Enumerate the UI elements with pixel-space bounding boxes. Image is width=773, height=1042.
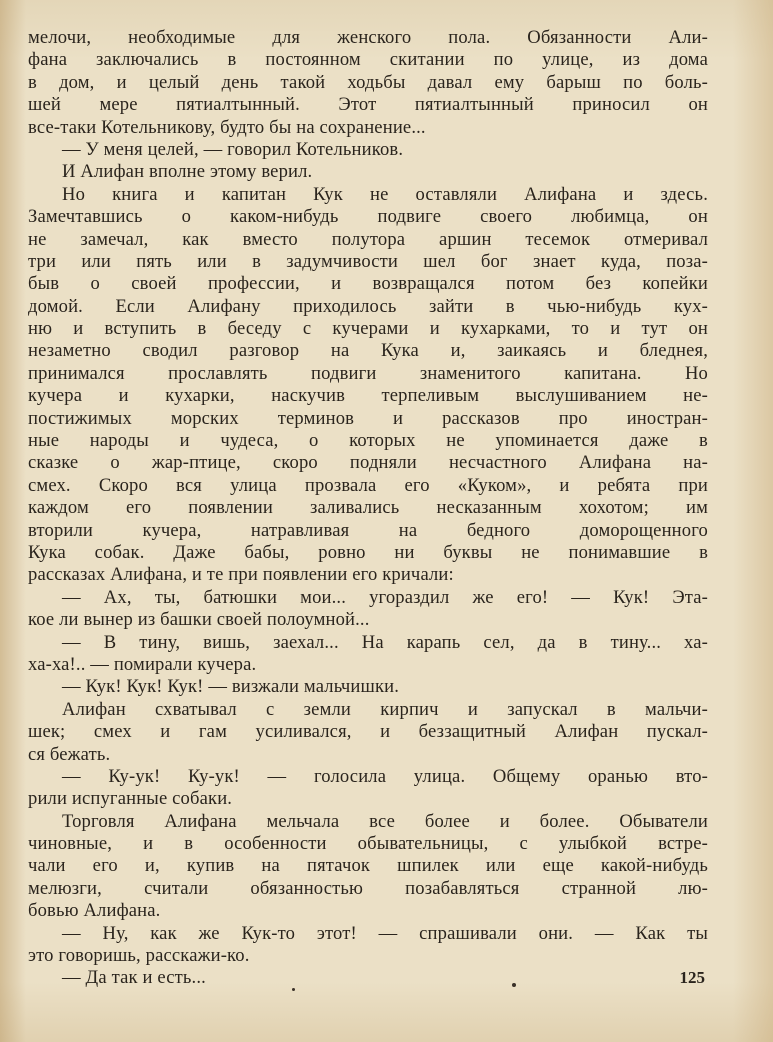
text-line: кучера и кухарки, наскучив терпеливым выслушиванием не-: [28, 385, 708, 407]
text-line: И Алифан вполне этому верил.: [62, 161, 313, 183]
text-line: — У меня целей, — говорил Котельников.: [62, 138, 404, 160]
text-line: вторили кучера, натравливая на бедного доморощенного: [28, 519, 708, 541]
text-line: домой. Если Алифану приходилось зайти в чью-нибудь кух-: [28, 295, 708, 317]
text-line: быв о своей профессии, и возвращался потом без копейки: [28, 273, 708, 295]
text-line: ся бежать.: [28, 743, 111, 765]
text-line: мелюзги, считали обязанностью позабавляться странной лю-: [28, 877, 708, 899]
text-line: — Ах, ты, батюшки мои... угораздил же его! — Кук! Эта-: [62, 586, 708, 608]
ink-speck: [512, 983, 516, 987]
text-line: шей мере пятиалтынный. Этот пятиалтынный приносил он: [28, 94, 708, 116]
text-line: незаметно сводил разговор на Кука и, заикаясь и бледнея,: [28, 340, 708, 362]
text-line: Но книга и капитан Кук не оставляли Алифана и здесь.: [62, 183, 708, 205]
text-line: три или пять или в задумчивости шел бог знает куда, поза-: [28, 250, 708, 272]
text-line: — В тину, вишь, заехал... На карапь сел, да в тину... ха-: [62, 631, 708, 653]
text-line: каждом его появлении заливались несказанным хохотом; им: [28, 497, 708, 519]
text-line: Замечтавшись о каком-нибудь подвиге своего любимца, он: [28, 206, 708, 228]
text-line: кое ли вынер из башки своей полоумной...: [28, 609, 370, 631]
text-line: мелочи, необходимые для женского пола. Обязанности Али-: [28, 27, 708, 48]
text-line: Торговля Алифана мельчала все более и более. Обыватели: [62, 810, 708, 832]
text-line: в дом, и целый день такой ходьбы давал ему барыш по боль-: [28, 71, 708, 93]
text-line: не замечал, как вместо полутора аршин тесемок отмеривал: [28, 228, 708, 250]
text-line: рили испуганные собаки.: [28, 788, 233, 810]
text-line: ха-ха!.. — помирали кучера.: [28, 653, 257, 675]
text-line: Алифан схватывал с земли кирпич и запускал в мальчи-: [62, 698, 708, 720]
text-line: ню и вступить в беседу с кучерами и кухарками, то и тут он: [28, 318, 708, 340]
text-line: чали его и, купив на пятачок шпилек или еще какой-нибудь: [28, 855, 708, 877]
text-line: принимался прославлять подвиги знаменитого капитана. Но: [28, 362, 708, 384]
text-line: — Ну, как же Кук-то этот! — спрашивали они. — Как ты: [62, 922, 708, 944]
page-number: 125: [679, 968, 705, 987]
text-line: шек; смех и гам усиливался, и беззащитный Алифан пускал-: [28, 721, 708, 743]
text-line: смех. Скоро вся улица прозвала его «Куком», и ребята при: [28, 474, 708, 496]
ink-speck: [292, 988, 295, 991]
text-line: — Да так и есть...: [62, 967, 206, 989]
text-line: это говоришь, расскажи-ко.: [28, 945, 250, 967]
text-line: чиновные, и в особенности обывательницы, с улыбкой встре-: [28, 833, 708, 855]
text-line: Кука собак. Даже бабы, ровно ни буквы не понимавшие в: [28, 541, 708, 563]
text-line: ные народы и чудеса, о которых не упоминается даже в: [28, 430, 708, 452]
text-line: постижимых морских терминов и рассказов про иностран-: [28, 407, 708, 429]
text-line: рассказах Алифана, и те при появлении его кричали:: [28, 564, 454, 586]
text-line: фана заключались в постоянном скитании по улице, из дома: [28, 49, 708, 71]
text-line: — Кук! Кук! Кук! — визжали мальчишки.: [62, 676, 400, 698]
text-line: все-таки Котельникову, будто бы на сохранение...: [28, 116, 426, 138]
text-line: — Ку-ук! Ку-ук! — голосила улица. Общему оранью вто-: [62, 765, 708, 787]
text-line: сказке о жар-птице, скоро подняли несчастного Алифана на-: [28, 452, 708, 474]
text-line: бовью Алифана.: [28, 900, 161, 922]
body-text: [28, 27, 708, 990]
